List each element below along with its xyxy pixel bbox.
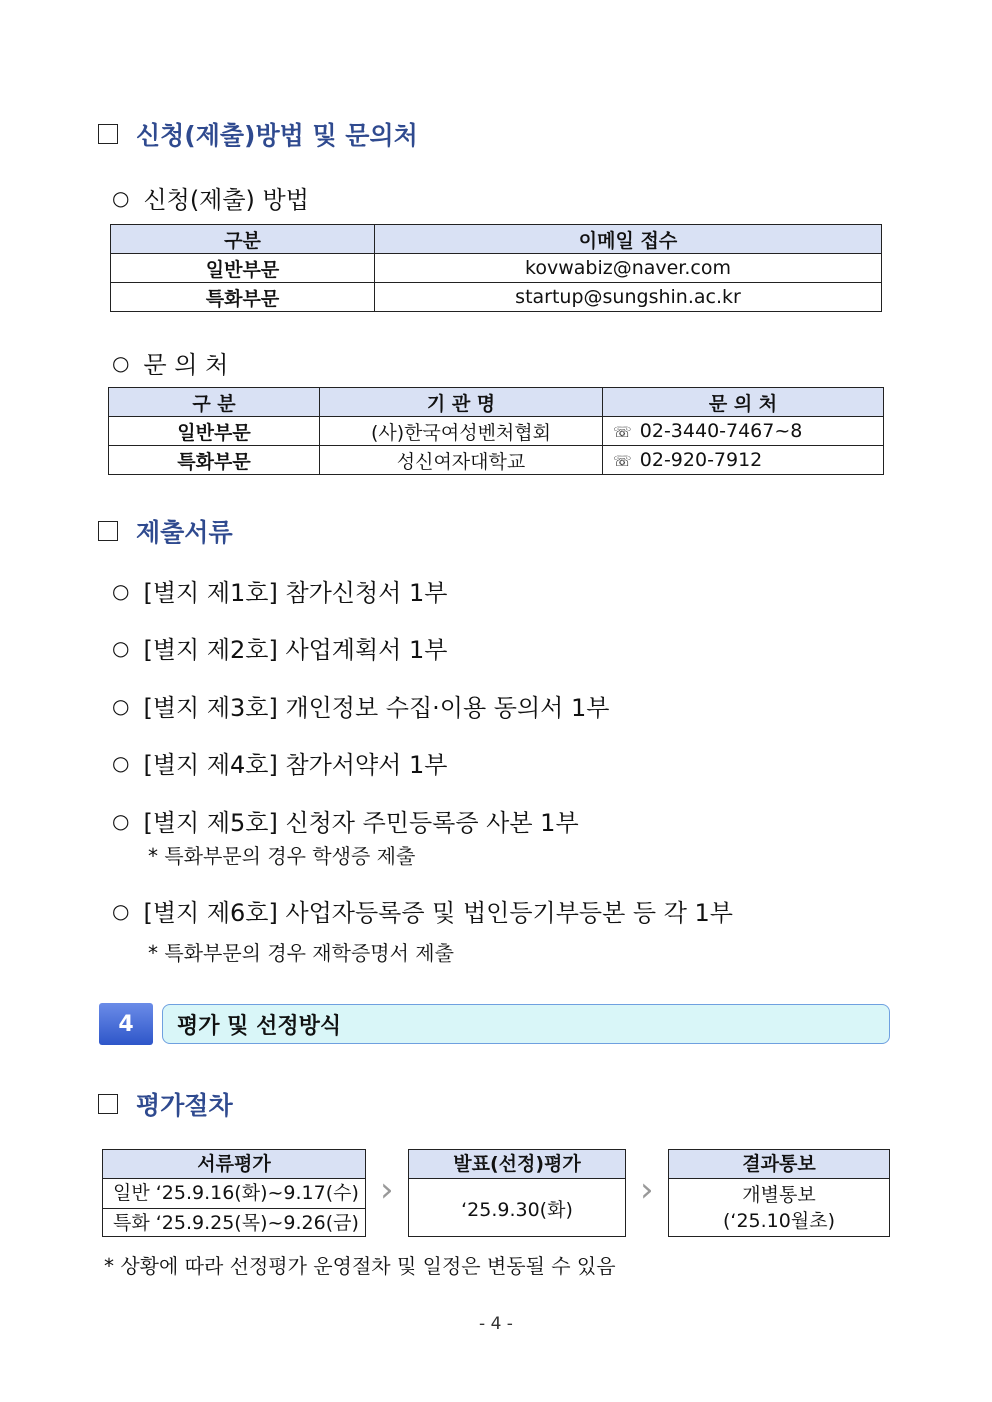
section-title: 신청(제출)방법 및 문의처 bbox=[136, 121, 418, 150]
table-header: 기 관 명 bbox=[320, 388, 603, 417]
email-cell: kovwabiz@naver.com bbox=[375, 254, 882, 283]
email-cell: startup@sungshin.ac.kr bbox=[375, 283, 882, 312]
list-item bbox=[112, 745, 447, 780]
step-result bbox=[668, 1149, 890, 1237]
square-bullet-icon bbox=[98, 521, 118, 541]
step-text: 개별통보 bbox=[742, 1184, 816, 1206]
step-text: ‘25.9.30(화) bbox=[461, 1198, 573, 1221]
table-row bbox=[111, 254, 882, 283]
category-cell: 일반부문 bbox=[111, 254, 375, 283]
list-item bbox=[112, 630, 447, 665]
step-row: 일반 ‘25.9.16(화)~9.17(수) bbox=[113, 1182, 359, 1204]
category-cell: 일반부문 bbox=[109, 417, 320, 446]
subheading-apply-method bbox=[112, 180, 309, 215]
step-body bbox=[409, 1179, 625, 1237]
square-bullet-icon bbox=[98, 124, 118, 144]
circle-bullet-icon: ○ bbox=[112, 693, 130, 718]
square-bullet-icon bbox=[98, 1094, 118, 1114]
list-item-text: [별지 제2호] 사업계획서 1부 bbox=[143, 636, 448, 664]
step-header: 발표(선정)평가 bbox=[409, 1150, 625, 1179]
step-text: (‘25.10월초) bbox=[723, 1210, 835, 1232]
list-item-text: [별지 제3호] 개인정보 수집·이용 동의서 1부 bbox=[143, 694, 610, 722]
step-header: 서류평가 bbox=[103, 1150, 365, 1179]
list-item-text: [별지 제5호] 신청자 주민등록증 사본 1부 bbox=[143, 809, 579, 837]
chevron-right-icon: › bbox=[380, 1170, 394, 1210]
table-header: 이메일 접수 bbox=[375, 225, 882, 254]
list-item-text: [별지 제6호] 사업자등록증 및 법인등기부등본 등 각 1부 bbox=[143, 899, 733, 927]
phone-cell bbox=[603, 446, 884, 475]
circle-bullet-icon: ○ bbox=[112, 750, 130, 775]
list-item-text: [별지 제4호] 참가서약서 1부 bbox=[143, 751, 448, 779]
step-header: 결과통보 bbox=[669, 1150, 889, 1179]
list-item-note: * 특화부문의 경우 재학증명서 제출 bbox=[148, 941, 454, 965]
list-item bbox=[112, 893, 733, 928]
table-row bbox=[111, 283, 882, 312]
subheading-label: 문 의 처 bbox=[143, 351, 229, 379]
list-item-note: * 특화부문의 경우 학생증 제출 bbox=[148, 844, 416, 868]
schedule-note: * 상황에 따라 선정평가 운영절차 및 일정은 변동될 수 있음 bbox=[104, 1254, 616, 1278]
list-item-text: [별지 제1호] 참가신청서 1부 bbox=[143, 579, 448, 607]
phone-icon: ☏ bbox=[613, 423, 632, 441]
circle-bullet-icon: ○ bbox=[112, 898, 130, 923]
section-heading-evaluation bbox=[98, 1086, 233, 1122]
chapter-number-badge: 4 bbox=[99, 1003, 153, 1045]
org-cell: 성신여자대학교 bbox=[320, 446, 603, 475]
page-number: - 4 - bbox=[479, 1314, 513, 1334]
table-row bbox=[109, 446, 884, 475]
chevron-right-icon: › bbox=[640, 1170, 654, 1210]
step-document-review bbox=[102, 1149, 366, 1237]
circle-bullet-icon: ○ bbox=[112, 808, 130, 833]
table-header: 문 의 처 bbox=[603, 388, 884, 417]
list-item bbox=[112, 688, 609, 723]
table-row bbox=[109, 417, 884, 446]
phone-number: 02-920-7912 bbox=[639, 449, 763, 471]
org-cell: (사)한국여성벤처협회 bbox=[320, 417, 603, 446]
step-presentation bbox=[408, 1149, 626, 1237]
category-cell: 특화부문 bbox=[109, 446, 320, 475]
chapter-title: 평가 및 선정방식 bbox=[177, 1013, 342, 1039]
circle-bullet-icon: ○ bbox=[112, 578, 130, 603]
circle-bullet-icon: ○ bbox=[112, 635, 130, 660]
phone-cell bbox=[603, 417, 884, 446]
list-item bbox=[112, 803, 579, 838]
chapter-title-bar bbox=[162, 1004, 890, 1044]
step-row: 특화 ‘25.9.25(목)~9.26(금) bbox=[103, 1208, 365, 1238]
section-heading-apply bbox=[98, 116, 418, 152]
circle-bullet-icon: ○ bbox=[112, 350, 130, 375]
section-heading-documents bbox=[98, 513, 233, 549]
section-title: 평가절차 bbox=[136, 1091, 233, 1120]
category-cell: 특화부문 bbox=[111, 283, 375, 312]
circle-bullet-icon: ○ bbox=[112, 185, 130, 210]
phone-number: 02-3440-7467~8 bbox=[639, 420, 803, 442]
table-header: 구 분 bbox=[109, 388, 320, 417]
subheading-contact bbox=[112, 345, 228, 380]
table-header: 구분 bbox=[111, 225, 375, 254]
email-table bbox=[110, 224, 882, 312]
contact-table bbox=[108, 387, 884, 475]
phone-icon: ☏ bbox=[613, 452, 632, 470]
step-body bbox=[669, 1179, 889, 1237]
subheading-label: 신청(제출) 방법 bbox=[143, 186, 309, 214]
list-item bbox=[112, 573, 447, 608]
section-title: 제출서류 bbox=[136, 518, 233, 547]
